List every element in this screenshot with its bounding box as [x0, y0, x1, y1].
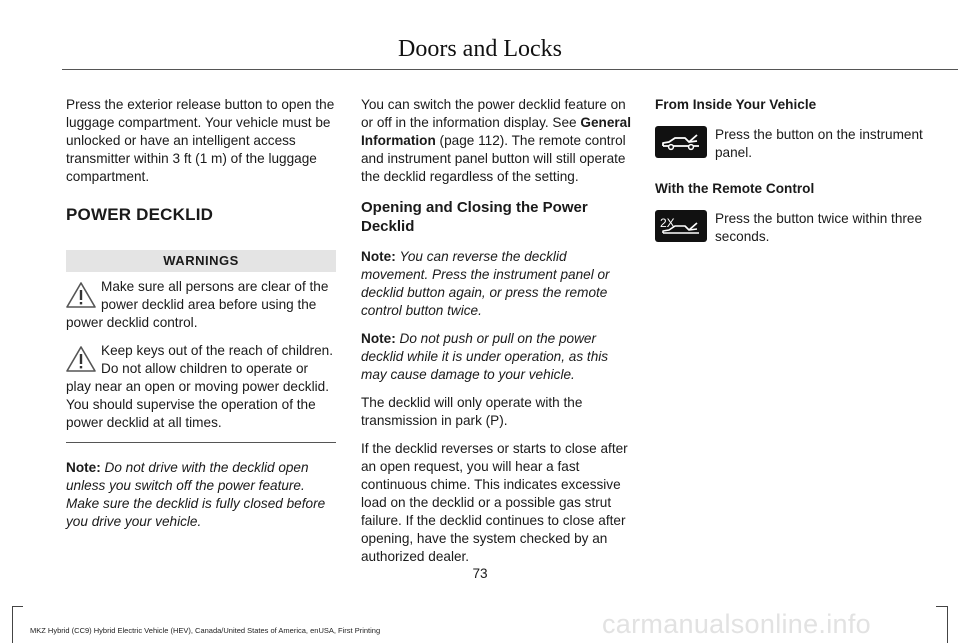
remote-control-instruction [655, 210, 930, 246]
remote-control-heading: With the Remote Control [655, 181, 815, 196]
remote-control-text: Press the button twice within three seconds. [715, 211, 923, 244]
decklid-button-icon [655, 126, 707, 158]
warning-item [66, 278, 336, 332]
note-text: Do not drive with the decklid open unless you switch off the power feature. Make sure the decklid is fully closed before you drive your vehicle. [66, 460, 326, 529]
warning-triangle-icon [64, 280, 98, 310]
general-information-link[interactable]: General Information [361, 115, 632, 148]
icon-2x-label: 2X [660, 216, 675, 230]
intro-paragraph: Press the exterior release button to open the luggage compartment. Your vehicle must be unlocked or have an intelligent access transmitter within 3 ft (1 m) of the luggage compartment. [66, 97, 335, 184]
settings-text-post: (page 112). The remote control and instrument panel button will still operate the decklid regardless of the setting. [361, 133, 626, 184]
note-paragraph [66, 459, 336, 531]
note-text: Do not push or pull on the power decklid while it is under operation, as this may cause damage to your vehicle. [361, 331, 609, 382]
crop-mark [936, 606, 947, 607]
footer-publication-info: MKZ Hybrid (CC9) Hybrid Electric Vehicle (HEV), Canada/United States of America, enUSA, First Printing [30, 626, 381, 635]
note-paragraph [361, 330, 631, 384]
warnings-title: WARNINGS [66, 250, 336, 272]
remote-decklid-2x-icon [655, 210, 707, 242]
crop-mark [12, 606, 23, 607]
section-heading: POWER DECKLID [66, 205, 214, 224]
note-label: Note: [66, 460, 101, 475]
car-open-decklid-icon [659, 131, 703, 153]
crop-mark [947, 606, 948, 643]
inside-vehicle-heading: From Inside Your Vehicle [655, 97, 817, 112]
crop-mark [12, 606, 13, 643]
note-label: Note: [361, 331, 396, 346]
warnings-box [66, 250, 336, 443]
note-text: You can reverse the decklid movement. Press the instrument panel or decklid button again, or press the remote control button twice. [361, 249, 610, 318]
settings-paragraph [361, 96, 631, 186]
header-divider [62, 69, 958, 70]
warning-text: Make sure all persons are clear of the power decklid area before using the power decklid control. [66, 279, 329, 330]
instrument-panel-instruction [655, 126, 930, 162]
column-left [66, 96, 336, 541]
warning-item [66, 342, 336, 432]
warnings-divider [66, 442, 336, 443]
car-open-decklid-icon [657, 213, 705, 239]
note-label: Note: [361, 249, 396, 264]
settings-text-pre: You can switch the power decklid feature on or off in the information display. See [361, 97, 626, 130]
warning-triangle-icon [64, 344, 98, 374]
park-paragraph: The decklid will only operate with the transmission in park (P). [361, 395, 583, 428]
note-paragraph [361, 248, 631, 320]
page-number: 73 [472, 566, 488, 581]
page-header-title: Doors and Locks [398, 36, 562, 62]
column-right [655, 96, 930, 264]
warning-text: Keep keys out of the reach of children. Do not allow children to operate or play near an open or moving power decklid. You should supervise the operation of the power decklid at all times. [66, 343, 333, 430]
column-middle [361, 96, 631, 576]
watermark: carmanualsonline.info [602, 609, 871, 639]
chime-paragraph: If the decklid reverses or starts to close after an open request, you will hear a fast continuous chime. This indicates excessive load on the decklid or a possible gas strut failure. If the decklid continues to close after opening, have the system checked by an authorized dealer. [361, 441, 628, 564]
subsection-heading: Opening and Closing the Power Decklid [361, 199, 588, 235]
instrument-panel-text: Press the button on the instrument panel. [715, 127, 923, 160]
